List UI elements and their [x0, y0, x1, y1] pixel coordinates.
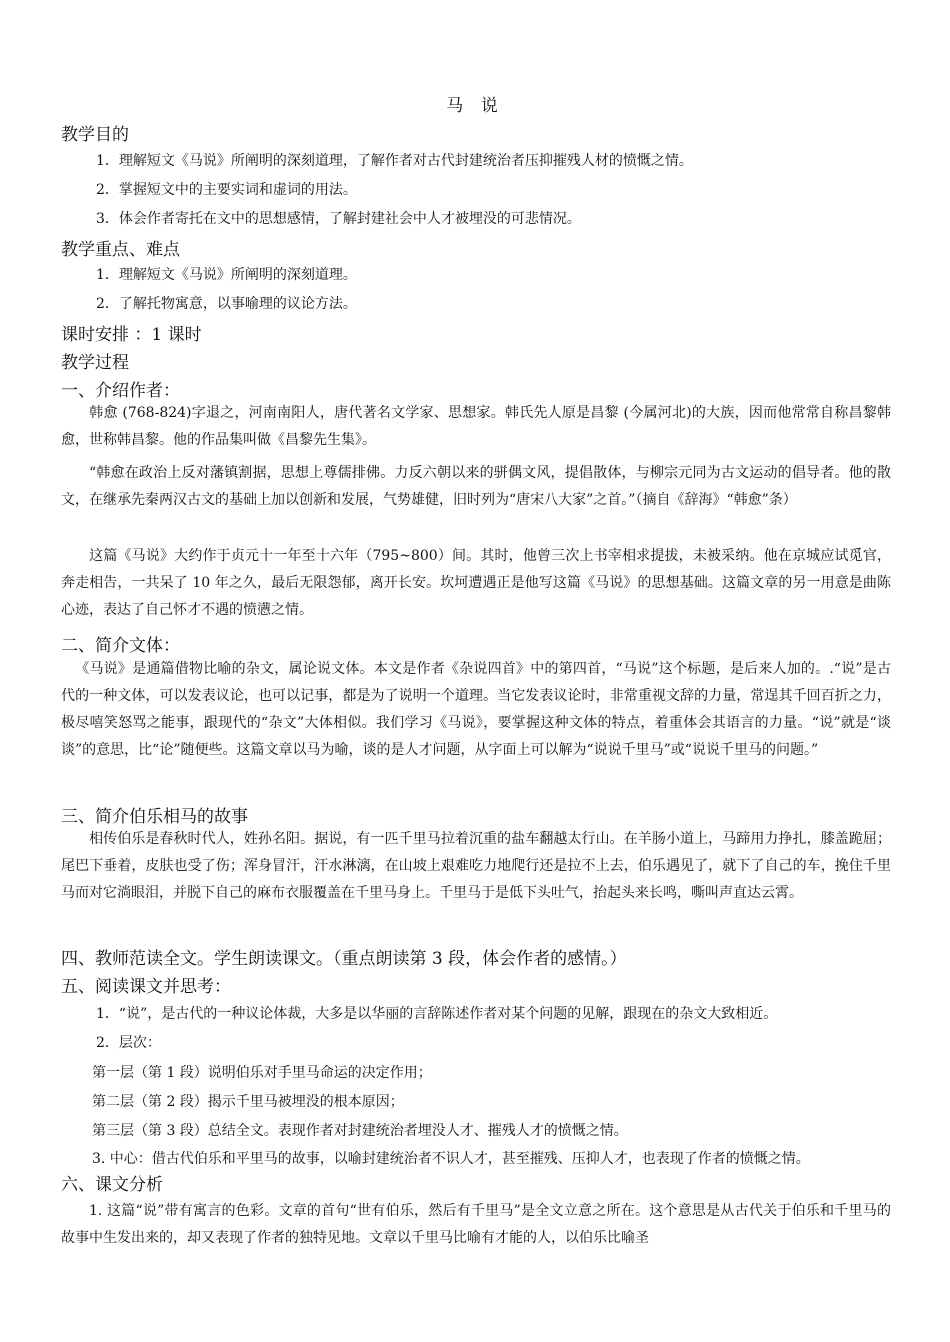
section-heading-genre: 二、简介文体： — [61, 636, 180, 656]
objectives-heading: 教学目的 — [61, 125, 129, 145]
think-item: 2．层次： — [96, 1035, 161, 1051]
page-title: 马 说 — [446, 96, 504, 116]
section-heading-analysis: 六、课文分析 — [61, 1175, 163, 1195]
author-paragraph-3: 这篇《马说》大约作于贞元十一年至十六年（795~800）间。其时，他曾三次上书宰相求提拔，未被采纳。他在京城应试觅官，奔走相告，一共呆了 10 年之久，最后无限怨郁，离开长安。坎坷遭遇正是他写这篇《马说》的思想基础。这篇文章的另一用意是曲陈心迹，表达了自己怀才不遇的愤懑之情。 — [61, 548, 891, 618]
genre-paragraph: 《马说》是通篇借物比喻的杂文，属论说文体。本文是作者《杂说四首》中的第四首，“马说”这个标题，是后来人加的。.“说”是古代的一种文体，可以发表议论，也可以记事，都是为了说明一个道理。当它发表议论时，非常重视文辞的力量，常逞其千回百折之力，极尽嘻笑怒骂之能事，跟现代的“杂文”大体相似。我们学习《马说》，要掌握这种文体的特点，着重体会其语言的力量。“说”就是“谈谈”的意思，比“论”随便些。这篇文章以马为喻，谈的是人才问题，从字面上可以解为“说说千里马”或“说说千里马的问题。” — [61, 661, 891, 758]
layer-item: 第一层（第 1 段）说明伯乐对手里马命运的决定作用； — [92, 1065, 432, 1081]
story-paragraph: 相传伯乐是春秋时代人，姓孙名阳。据说，有一匹千里马拉着沉重的盐车翻越太行山。在羊肠小道上，马蹄用力挣扎，膝盖跪屈；尾巴下垂着，皮肤也受了伤；浑身冒汗，汗水淋漓，在山坡上艰难吃力地爬行还是拉不上去，伯乐遇见了，就下了自己的车，挽住千里马而对它淌眼泪，并脱下自己的麻布衣服覆盖在千里马身上。千里马于是低下头吐气，抬起头来长鸣，嘶叫声直达云霄。 — [61, 831, 891, 901]
section-heading-author: 一、介绍作者： — [61, 381, 180, 401]
layer-item: 第二层（第 2 段）揭示千里马被埋没的根本原因； — [92, 1094, 404, 1110]
think-item: 3. 中心：借古代伯乐和平里马的故事，以喻封建统治者不识人才，甚至摧残、压抑人才，也表现了作者的愤慨之情。 — [92, 1151, 810, 1167]
section-heading-think: 五、阅读课文并思考： — [61, 977, 231, 997]
analysis-paragraph: 1. 这篇“说”带有寓言的色彩。文章的首句“世有伯乐，然后有千里马”是全文立意之所在。这个意思是从古代关于伯乐和千里马的故事中生发出来的，却又表现了作者的独特见地。文章以千里马比喻有才能的人，以伯乐比喻圣 — [61, 1203, 891, 1246]
author-paragraph-2: “韩愈在政治上反对藩镇割据，思想上尊儒排佛。力反六朝以来的骈偶文风，提倡散体，与柳宗元同为古文运动的倡导者。他的散文，在继承先秦两汉古文的基础上加以创新和发展，气势雄健，旧时列为“唐宋八大家”之首。”（摘自《辞海》“韩愈”条） — [61, 465, 891, 508]
process-heading: 教学过程 — [61, 353, 129, 373]
think-item: 1．“说”，是古代的一种议论体裁，大多是以华丽的言辞陈述作者对某个问题的见解，跟现在的杂文大致相近。 — [96, 1006, 778, 1022]
section-heading-reading: 四、教师范读全文。学生朗读课文。（重点朗读第 3 段，体会作者的感情。） — [61, 949, 627, 969]
key-point-item: 2．了解托物寓意，以事喻理的议论方法。 — [96, 296, 357, 312]
section-heading-story: 三、简介伯乐相马的故事 — [61, 807, 248, 827]
objective-item: 1．理解短文《马说》所阐明的深刻道理，了解作者对古代封建统治者压抑摧残人材的愤慨之情。 — [96, 153, 693, 169]
key-points-heading: 教学重点、难点 — [61, 240, 180, 260]
key-point-item: 1．理解短文《马说》所阐明的深刻道理。 — [96, 267, 357, 283]
objective-item: 3．体会作者寄托在文中的思想感情，了解封建社会中人才被埋没的可悲情况。 — [96, 211, 581, 227]
objective-item: 2．掌握短文中的主要实词和虚词的用法。 — [96, 182, 357, 198]
schedule-heading: 课时安排 ：1 课时 — [61, 325, 202, 345]
layer-item: 第三层（第 3 段）总结全文。表现作者对封建统治者埋没人才、摧残人才的愤慨之情。 — [92, 1123, 628, 1139]
author-paragraph-1: 韩愈 (768-824)字退之，河南南阳人，唐代著名文学家、思想家。韩氏先人原是昌黎 (今属河北)的大族，因而他常常自称昌黎韩愈，世称韩昌黎。他的作品集叫做《昌黎先生集》。 — [61, 405, 891, 448]
